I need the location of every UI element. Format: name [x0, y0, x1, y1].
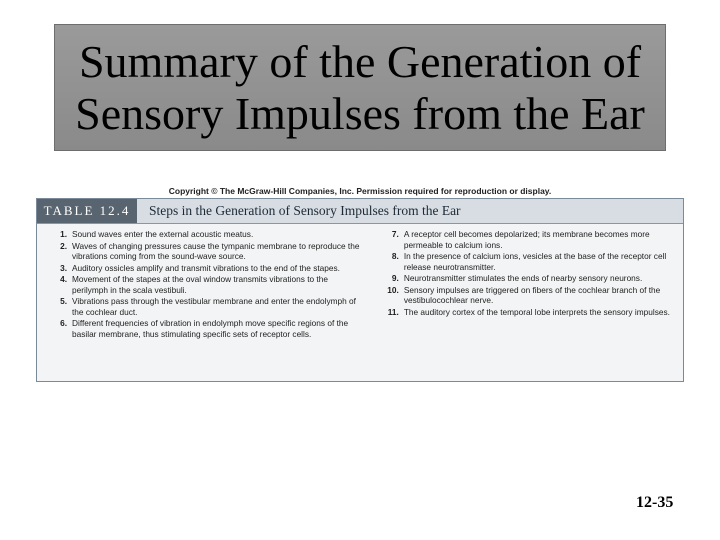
- step-item: [381, 273, 675, 284]
- step-number: 7.: [391, 229, 399, 239]
- steps-table: [36, 198, 684, 382]
- step-item: [49, 263, 361, 274]
- step-number: 8.: [391, 251, 399, 261]
- slide-title-box: [54, 24, 666, 151]
- step-number: 2.: [60, 240, 67, 251]
- step-text: A receptor cell becomes depolarized; its membrane becomes more permeable to calcium ions.: [403, 229, 650, 250]
- step-text: Waves of changing pressures cause the tympanic membrane to reproduce the vibrations coming from the sound-wave source.: [72, 240, 360, 261]
- step-text: The auditory cortex of the temporal lobe interprets the sensory impulses.: [403, 306, 670, 317]
- step-text: Movement of the stapes at the oval window transmits vibrations to the perilymph in the scala vestibuli.: [72, 274, 328, 295]
- step-number: 1.: [60, 229, 67, 239]
- table-body: [37, 224, 683, 340]
- step-number: 10.: [387, 284, 399, 295]
- step-item: [381, 307, 675, 318]
- table-header: [37, 199, 683, 224]
- step-text: Vibrations pass through the vestibular membrane and enter the endolymph of the cochlear duct.: [72, 296, 356, 317]
- step-number: 9.: [391, 273, 399, 283]
- step-text: Sensory impulses are triggered on fibers of the cochlear branch of the vestibulocochlear nerve.: [403, 284, 661, 305]
- step-text: Auditory ossicles amplify and transmit vibrations to the end of the stapes.: [72, 262, 340, 273]
- step-number: 11.: [387, 306, 399, 317]
- steps-left-column: [49, 229, 361, 340]
- step-number: 6.: [60, 318, 67, 328]
- step-item: [49, 274, 361, 295]
- step-item: [381, 285, 675, 306]
- step-number: 5.: [60, 296, 67, 306]
- step-item: [381, 251, 675, 272]
- step-text: In the presence of calcium ions, vesicles at the base of the receptor cell release neurotransmitter.: [403, 251, 667, 272]
- step-text: Different frequencies of vibration in endolymph move specific regions of the basilar membrane, thus stimulating specific sets of receptor cells.: [72, 318, 349, 339]
- step-item: [381, 229, 675, 250]
- page-number: 12-35: [636, 494, 674, 511]
- step-item: [49, 229, 361, 240]
- step-item: [49, 318, 361, 339]
- steps-right-column: [381, 229, 675, 340]
- step-item: [49, 296, 361, 317]
- slide-title-line-2: Sensory Impulses from the Ear: [75, 87, 645, 139]
- step-number: 4.: [60, 274, 67, 284]
- slide-title-line-1: Summary of the Generation of: [78, 35, 642, 87]
- step-number: 3.: [60, 262, 67, 273]
- step-text: Sound waves enter the external acoustic meatus.: [72, 229, 254, 239]
- step-text: Neurotransmitter stimulates the ends of nearby sensory neurons.: [403, 273, 643, 283]
- step-item: [49, 241, 361, 262]
- table-title: Steps in the Generation of Sensory Impulses from the Ear: [149, 203, 461, 218]
- copyright-notice: Copyright © The McGraw-Hill Companies, Inc. Permission required for reproduction or display.: [168, 186, 552, 196]
- table-label: TABLE 12.4: [37, 199, 137, 223]
